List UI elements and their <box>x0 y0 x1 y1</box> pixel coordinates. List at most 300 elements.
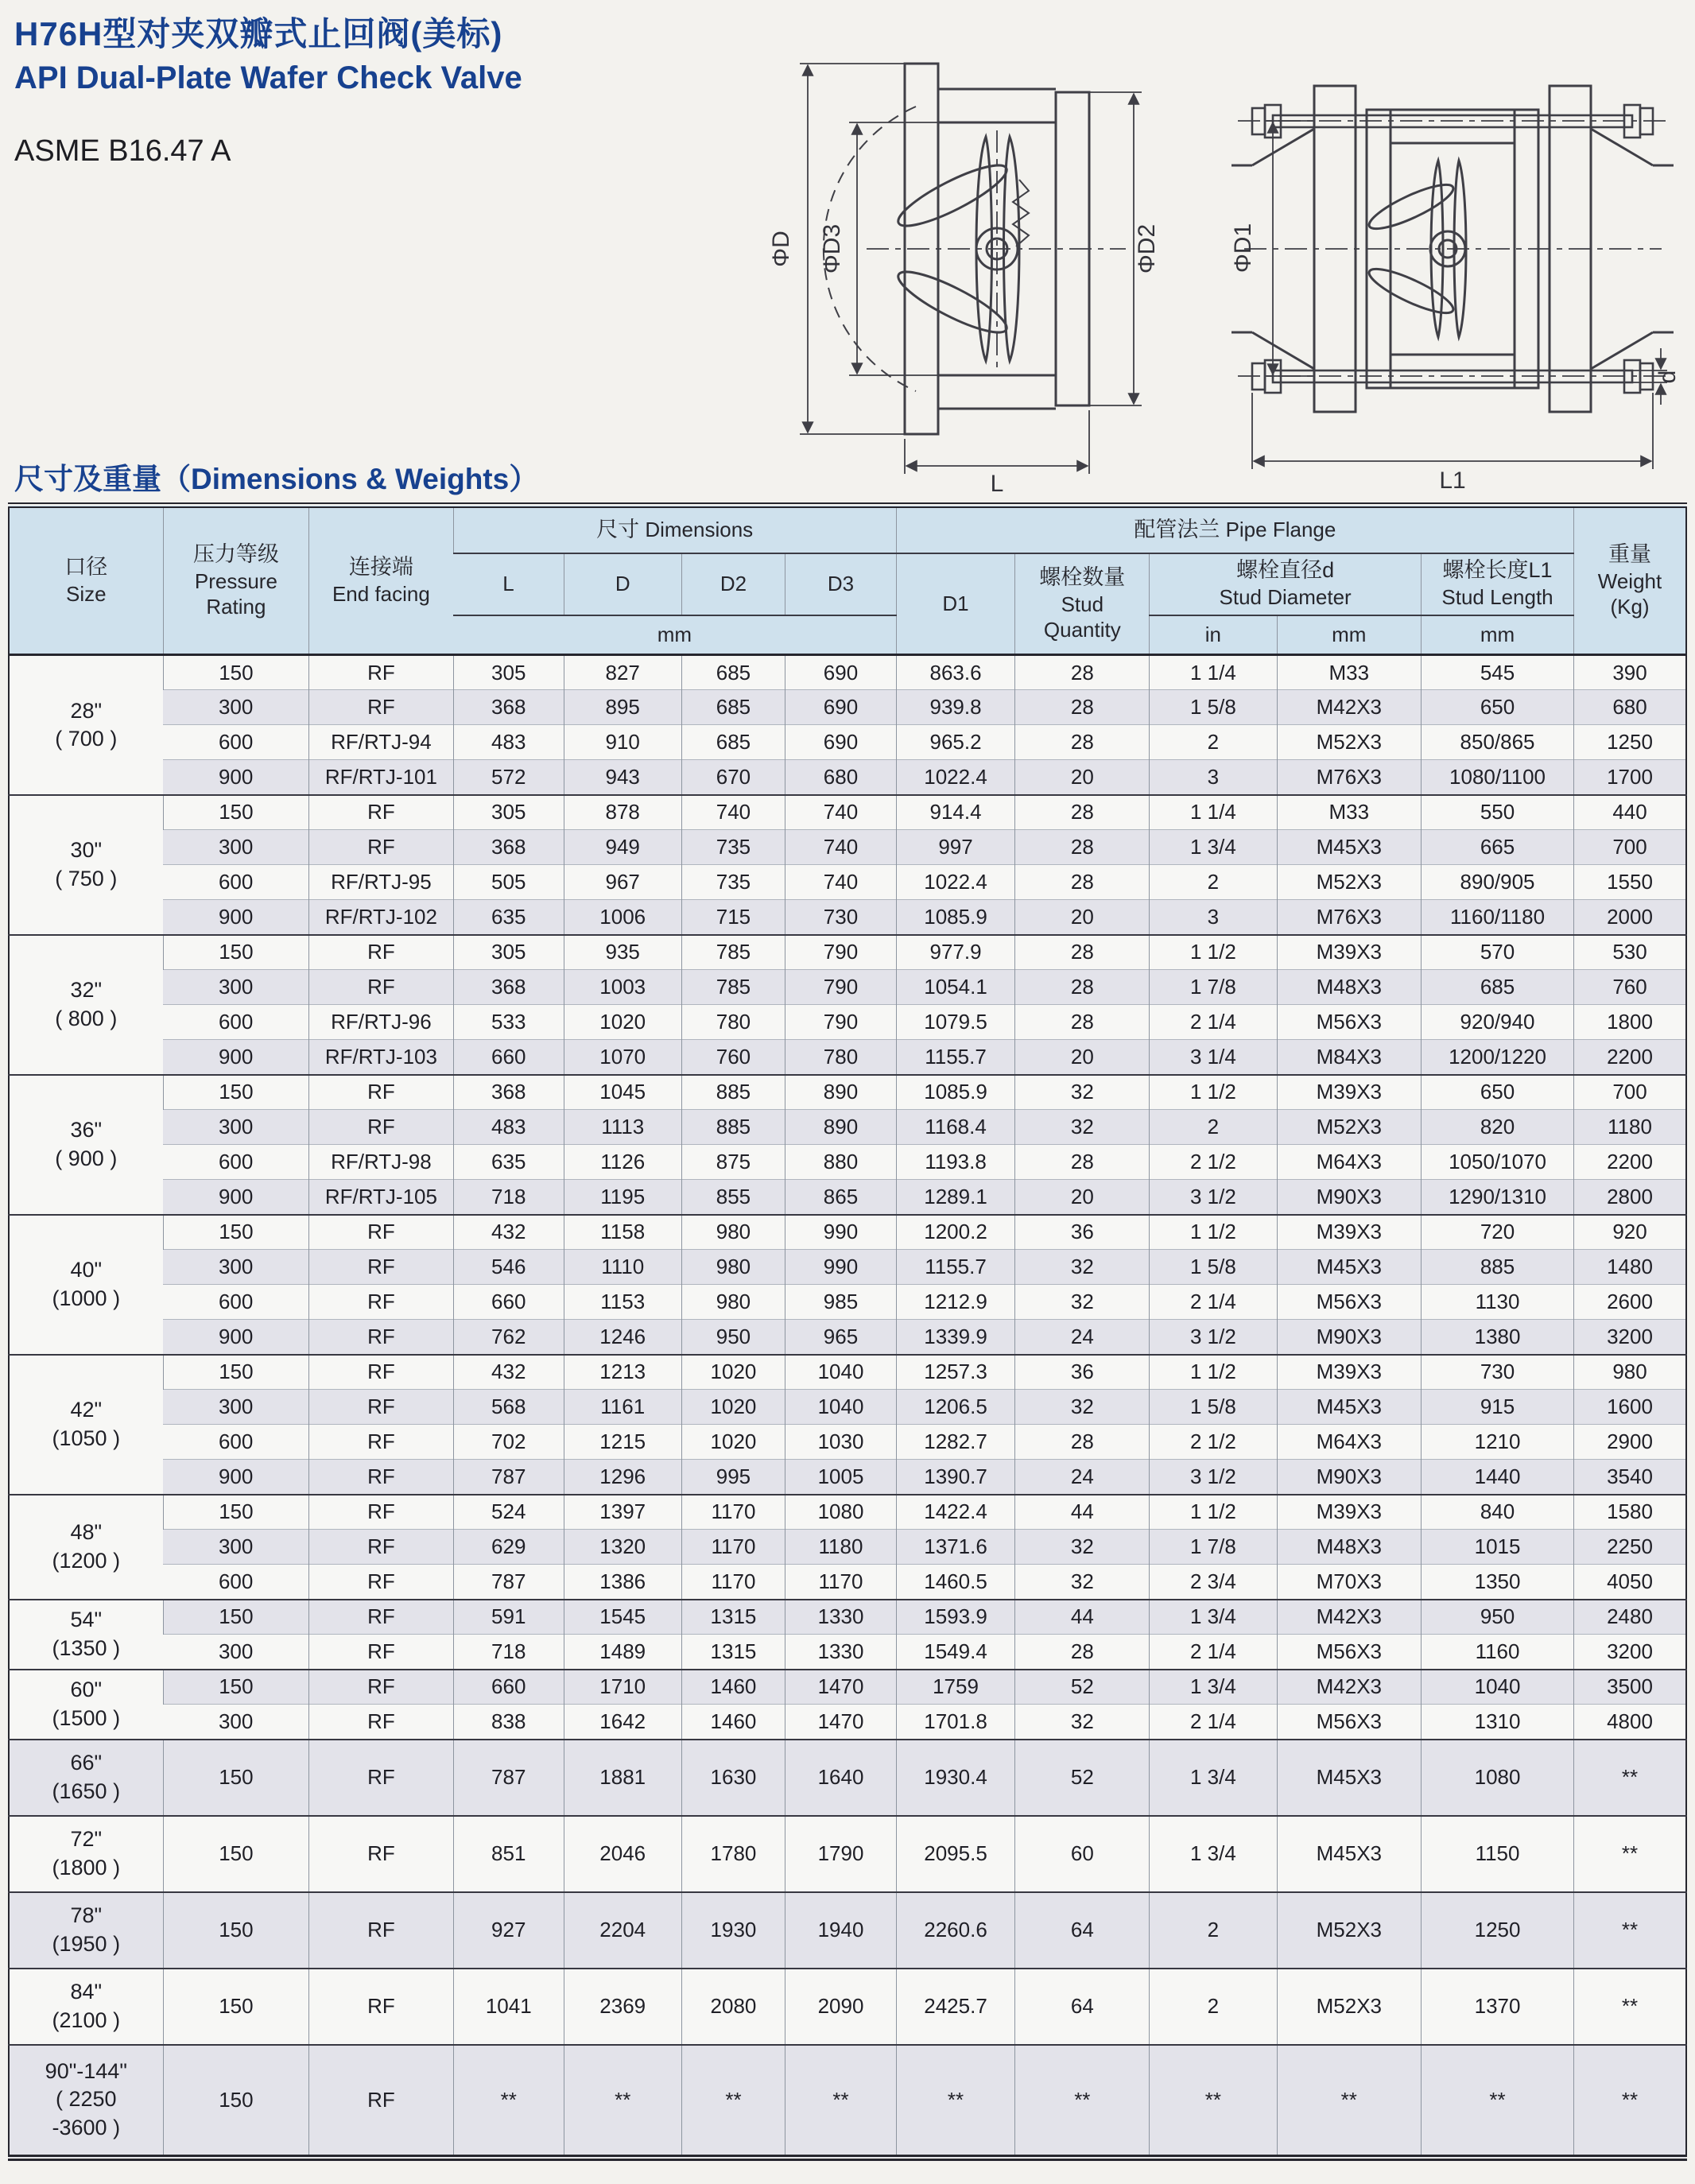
cell-D3: 865 <box>785 1180 896 1215</box>
cell-stud-dia-in: 1 1/2 <box>1150 1495 1277 1530</box>
cell-D3: 990 <box>785 1215 896 1250</box>
cell-D1: 1289.1 <box>896 1180 1015 1215</box>
cell-D1: 1193.8 <box>896 1145 1015 1180</box>
cell-stud-length: 1310 <box>1422 1705 1574 1740</box>
cell-weight: 1250 <box>1574 725 1686 760</box>
cell-pressure: 300 <box>163 1530 309 1565</box>
cell-D2: 1020 <box>681 1355 785 1390</box>
cell-weight: 530 <box>1574 935 1686 970</box>
cell-weight: 2000 <box>1574 900 1686 935</box>
cell-L: 368 <box>453 690 564 725</box>
unit-mm-dimensions: mm <box>453 615 896 655</box>
page-title-cn: H76H型对夹双瓣式止回阀(美标) <box>14 15 503 52</box>
cell-end-facing: RF <box>309 1816 453 1892</box>
cell-D1: 1257.3 <box>896 1355 1015 1390</box>
cell-weight: 1480 <box>1574 1250 1686 1285</box>
table-row <box>9 865 1686 900</box>
valve-spring <box>1013 180 1029 246</box>
cell-weight: 2200 <box>1574 1145 1686 1180</box>
cell-pressure: 150 <box>163 1495 309 1530</box>
cell-stud-dia-in: 2 1/4 <box>1150 1705 1277 1740</box>
cell-weight: 1180 <box>1574 1110 1686 1145</box>
size-cell: 78" (1950 ) <box>9 1892 163 1969</box>
cell-stud-dia-in: 2 <box>1150 1110 1277 1145</box>
cell-stud-dia-in: 3 <box>1150 900 1277 935</box>
cell-L: 762 <box>453 1320 564 1355</box>
cell-D: 895 <box>564 690 681 725</box>
cell-D: 1006 <box>564 900 681 935</box>
cell-stud-qty: 32 <box>1015 1705 1150 1740</box>
size-cell: 60" (1500 ) <box>9 1670 163 1740</box>
cell-stud-length: 1080 <box>1422 1740 1574 1816</box>
cell-stud-qty: 64 <box>1015 1892 1150 1969</box>
table-row <box>9 1600 1686 1635</box>
unit-mm-stud-diameter: mm <box>1277 615 1421 655</box>
size-cell: 72" (1800 ) <box>9 1816 163 1892</box>
cell-weight: 2480 <box>1574 1600 1686 1635</box>
cell-weight: 920 <box>1574 1215 1686 1250</box>
cell-weight: 3500 <box>1574 1670 1686 1705</box>
cell-pressure: 900 <box>163 1180 309 1215</box>
cell-weight: 4800 <box>1574 1705 1686 1740</box>
cell-D2: 685 <box>681 690 785 725</box>
cell-D2: 1315 <box>681 1635 785 1670</box>
cell-end-facing: RF <box>309 1495 453 1530</box>
cell-stud-dia-in: 1 1/2 <box>1150 1075 1277 1110</box>
cell-D2: 1460 <box>681 1705 785 1740</box>
cell-D3: 880 <box>785 1145 896 1180</box>
cell-D: 910 <box>564 725 681 760</box>
cell-weight: 3540 <box>1574 1460 1686 1495</box>
cell-stud-dia-in: 1 1/2 <box>1150 935 1277 970</box>
cell-D2: 1170 <box>681 1565 785 1600</box>
cell-stud-dia-in: 1 5/8 <box>1150 1250 1277 1285</box>
cell-D3: 1470 <box>785 1670 896 1705</box>
cell-D1: 1930.4 <box>896 1740 1015 1816</box>
cell-D3: 1470 <box>785 1705 896 1740</box>
cell-weight: 760 <box>1574 970 1686 1005</box>
cell-D: 1110 <box>564 1250 681 1285</box>
cell-D: 2369 <box>564 1969 681 2045</box>
cell-D3: 680 <box>785 760 896 795</box>
cell-stud-dia-mm: M42X3 <box>1277 1670 1421 1705</box>
dim-label-phiD3: ΦD3 <box>819 223 845 274</box>
table-row <box>9 935 1686 970</box>
table-row <box>9 1040 1686 1075</box>
cell-D1: 1022.4 <box>896 865 1015 900</box>
col-header-weight: 重量 Weight (Kg) <box>1574 506 1686 655</box>
cell-D2: 715 <box>681 900 785 935</box>
cell-D: 2046 <box>564 1816 681 1892</box>
cell-end-facing: RF/RTJ-102 <box>309 900 453 935</box>
cell-pressure: 300 <box>163 1390 309 1425</box>
dim-label-L1: L1 <box>1439 467 1466 494</box>
cell-stud-dia-mm: M56X3 <box>1277 1285 1421 1320</box>
cell-end-facing: RF <box>309 1110 453 1145</box>
cell-stud-dia-mm: M52X3 <box>1277 1969 1421 2045</box>
cell-weight: 980 <box>1574 1355 1686 1390</box>
cell-end-facing: RF <box>309 935 453 970</box>
cell-stud-dia-mm: M52X3 <box>1277 1892 1421 1969</box>
cell-end-facing: RF <box>309 970 453 1005</box>
cell-D: 1158 <box>564 1215 681 1250</box>
cell-stud-qty: 28 <box>1015 1005 1150 1040</box>
cell-weight: 2800 <box>1574 1180 1686 1215</box>
cell-L: 702 <box>453 1425 564 1460</box>
cell-stud-qty: 20 <box>1015 900 1150 935</box>
cell-stud-dia-in: ** <box>1150 2045 1277 2158</box>
cell-stud-dia-mm: M56X3 <box>1277 1635 1421 1670</box>
table-row <box>9 970 1686 1005</box>
size-cell: 48" (1200 ) <box>9 1495 163 1600</box>
cell-stud-dia-in: 3 1/2 <box>1150 1180 1277 1215</box>
cell-end-facing: RF/RTJ-98 <box>309 1145 453 1180</box>
cell-D: 1710 <box>564 1670 681 1705</box>
cell-stud-length: 1015 <box>1422 1530 1574 1565</box>
cell-D: 1642 <box>564 1705 681 1740</box>
cell-end-facing: RF <box>309 1705 453 1740</box>
size-cell: 42" (1050 ) <box>9 1355 163 1495</box>
cell-D3: 790 <box>785 935 896 970</box>
cell-end-facing: RF <box>309 1425 453 1460</box>
cell-end-facing: RF <box>309 1740 453 1816</box>
cell-D: 2204 <box>564 1892 681 1969</box>
cell-pressure: 150 <box>163 1816 309 1892</box>
cell-D1: 1054.1 <box>896 970 1015 1005</box>
cell-pressure: 300 <box>163 1250 309 1285</box>
cell-stud-qty: 44 <box>1015 1495 1150 1530</box>
cell-D2: 885 <box>681 1075 785 1110</box>
cell-stud-dia-in: 2 3/4 <box>1150 1565 1277 1600</box>
cell-D: 878 <box>564 795 681 830</box>
cell-weight: ** <box>1574 1816 1686 1892</box>
cell-stud-length: 1040 <box>1422 1670 1574 1705</box>
cell-L: 1041 <box>453 1969 564 2045</box>
cell-stud-dia-mm: M39X3 <box>1277 1075 1421 1110</box>
cell-D2: 740 <box>681 795 785 830</box>
table-row <box>9 1110 1686 1145</box>
valve-installed-drawing <box>1228 10 1683 496</box>
cell-D1: 965.2 <box>896 725 1015 760</box>
cell-weight: 390 <box>1574 655 1686 690</box>
cell-L: 787 <box>453 1565 564 1600</box>
cell-D1: 1206.5 <box>896 1390 1015 1425</box>
cell-stud-qty: 20 <box>1015 760 1150 795</box>
cell-D3: 965 <box>785 1320 896 1355</box>
cell-D2: 685 <box>681 725 785 760</box>
cell-stud-length: 1050/1070 <box>1422 1145 1574 1180</box>
cell-stud-dia-mm: M90X3 <box>1277 1460 1421 1495</box>
cell-L: 591 <box>453 1600 564 1635</box>
cell-D1: 914.4 <box>896 795 1015 830</box>
cell-stud-length: ** <box>1422 2045 1574 2158</box>
cell-pressure: 300 <box>163 830 309 865</box>
size-cell: 36" ( 900 ) <box>9 1075 163 1215</box>
table-row <box>9 1320 1686 1355</box>
table-row <box>9 1969 1686 2045</box>
cell-pressure: 600 <box>163 1565 309 1600</box>
cell-stud-qty: 44 <box>1015 1600 1150 1635</box>
size-cell: 30" ( 750 ) <box>9 795 163 935</box>
col-header-L: L <box>453 553 564 615</box>
cell-end-facing: RF <box>309 655 453 690</box>
cell-D1: 1390.7 <box>896 1460 1015 1495</box>
cell-stud-dia-mm: M56X3 <box>1277 1705 1421 1740</box>
cell-stud-dia-mm: M56X3 <box>1277 1005 1421 1040</box>
cell-D: 1489 <box>564 1635 681 1670</box>
cell-stud-qty: 28 <box>1015 865 1150 900</box>
page-title-en: API Dual-Plate Wafer Check Valve <box>14 60 522 95</box>
cell-pressure: 300 <box>163 970 309 1005</box>
cell-stud-length: 1290/1310 <box>1422 1180 1574 1215</box>
cell-stud-length: 1150 <box>1422 1816 1574 1892</box>
cell-weight: 440 <box>1574 795 1686 830</box>
cell-L: 635 <box>453 900 564 935</box>
table-row <box>9 1460 1686 1495</box>
cell-end-facing: RF <box>309 1635 453 1670</box>
cell-stud-dia-mm: M90X3 <box>1277 1320 1421 1355</box>
dim-label-d: d <box>1654 370 1681 384</box>
cell-end-facing: RF <box>309 1460 453 1495</box>
unit-in-stud-diameter: in <box>1150 615 1277 655</box>
cell-D1: 1759 <box>896 1670 1015 1705</box>
cell-D3: 780 <box>785 1040 896 1075</box>
cell-stud-dia-in: 1 1/4 <box>1150 795 1277 830</box>
cell-weight: 680 <box>1574 690 1686 725</box>
cell-D3: 990 <box>785 1250 896 1285</box>
cell-D: 1153 <box>564 1285 681 1320</box>
cell-weight: ** <box>1574 1892 1686 1969</box>
cell-stud-length: 950 <box>1422 1600 1574 1635</box>
cell-D: 1246 <box>564 1320 681 1355</box>
cell-D3: 740 <box>785 865 896 900</box>
cell-stud-qty: 28 <box>1015 655 1150 690</box>
cell-stud-qty: 28 <box>1015 690 1150 725</box>
cell-end-facing: RF <box>309 1285 453 1320</box>
col-header-stud-quantity: 螺栓数量 Stud Quantity <box>1015 553 1150 655</box>
cell-L: 432 <box>453 1215 564 1250</box>
cell-D2: 785 <box>681 935 785 970</box>
cell-end-facing: RF <box>309 1670 453 1705</box>
cell-stud-dia-mm: ** <box>1277 2045 1421 2158</box>
cell-L: 368 <box>453 830 564 865</box>
cell-stud-qty: 28 <box>1015 1145 1150 1180</box>
cell-end-facing: RF <box>309 1320 453 1355</box>
cell-stud-dia-in: 3 1/4 <box>1150 1040 1277 1075</box>
cell-stud-dia-in: 1 7/8 <box>1150 970 1277 1005</box>
unit-mm-stud-length: mm <box>1422 615 1574 655</box>
cell-D2: 760 <box>681 1040 785 1075</box>
cell-D3: 2090 <box>785 1969 896 2045</box>
cell-stud-dia-mm: M48X3 <box>1277 970 1421 1005</box>
cell-end-facing: RF/RTJ-94 <box>309 725 453 760</box>
cell-stud-length: 820 <box>1422 1110 1574 1145</box>
cell-stud-length: 1080/1100 <box>1422 760 1574 795</box>
cell-stud-dia-mm: M42X3 <box>1277 690 1421 725</box>
cell-L: 432 <box>453 1355 564 1390</box>
cell-D2: 885 <box>681 1110 785 1145</box>
cell-weight: 2900 <box>1574 1425 1686 1460</box>
cell-stud-dia-in: 2 <box>1150 725 1277 760</box>
dim-label-phiD: ΦD <box>768 231 794 267</box>
cell-stud-length: 850/865 <box>1422 725 1574 760</box>
cell-stud-dia-mm: M84X3 <box>1277 1040 1421 1075</box>
cell-stud-dia-in: 3 <box>1150 760 1277 795</box>
cell-D2: 1315 <box>681 1600 785 1635</box>
cell-D: 935 <box>564 935 681 970</box>
cell-D: 943 <box>564 760 681 795</box>
cell-D2: 670 <box>681 760 785 795</box>
cell-D1: 997 <box>896 830 1015 865</box>
cell-D1: 939.8 <box>896 690 1015 725</box>
cell-D1: 1212.9 <box>896 1285 1015 1320</box>
cell-stud-qty: ** <box>1015 2045 1150 2158</box>
table-row <box>9 900 1686 935</box>
cell-D2: 980 <box>681 1285 785 1320</box>
cell-stud-dia-in: 2 <box>1150 865 1277 900</box>
cell-stud-qty: 60 <box>1015 1816 1150 1892</box>
cell-stud-dia-mm: M33 <box>1277 795 1421 830</box>
centerlines <box>1238 121 1667 376</box>
cell-D: ** <box>564 2045 681 2158</box>
cell-stud-dia-in: 2 1/4 <box>1150 1285 1277 1320</box>
cell-stud-dia-in: 2 1/2 <box>1150 1425 1277 1460</box>
cell-D2: 855 <box>681 1180 785 1215</box>
cell-stud-dia-mm: M48X3 <box>1277 1530 1421 1565</box>
cell-stud-dia-in: 1 3/4 <box>1150 1670 1277 1705</box>
cell-D1: 1085.9 <box>896 900 1015 935</box>
cell-stud-dia-mm: M45X3 <box>1277 1390 1421 1425</box>
cell-end-facing: RF <box>309 1530 453 1565</box>
cell-stud-dia-mm: M33 <box>1277 655 1421 690</box>
dim-label-phiD1: ΦD1 <box>1230 223 1256 273</box>
cell-L: 305 <box>453 795 564 830</box>
cell-stud-qty: 52 <box>1015 1740 1150 1816</box>
cell-end-facing: RF <box>309 690 453 725</box>
cell-stud-length: 1130 <box>1422 1285 1574 1320</box>
valve-section-drawing <box>747 10 1177 496</box>
cell-stud-dia-mm: M52X3 <box>1277 725 1421 760</box>
table-row <box>9 655 1686 690</box>
size-cell: 66" (1650 ) <box>9 1740 163 1816</box>
cell-D1: 2260.6 <box>896 1892 1015 1969</box>
cell-end-facing: RF <box>309 1390 453 1425</box>
cell-D1: 1422.4 <box>896 1495 1015 1530</box>
section-title: 尺寸及重量（Dimensions & Weights） <box>14 463 539 495</box>
cell-D: 1215 <box>564 1425 681 1460</box>
cell-pressure: 600 <box>163 1145 309 1180</box>
cell-pressure: 150 <box>163 795 309 830</box>
size-cell: 32" ( 800 ) <box>9 935 163 1075</box>
cell-D2: 1630 <box>681 1740 785 1816</box>
cell-L: 787 <box>453 1740 564 1816</box>
cell-weight: 700 <box>1574 1075 1686 1110</box>
table-row <box>9 1425 1686 1460</box>
cell-L: 483 <box>453 1110 564 1145</box>
cell-end-facing: RF/RTJ-101 <box>309 760 453 795</box>
cell-D2: 875 <box>681 1145 785 1180</box>
cell-D2: 1020 <box>681 1390 785 1425</box>
cell-stud-dia-in: 2 1/2 <box>1150 1145 1277 1180</box>
cell-D3: 1005 <box>785 1460 896 1495</box>
cell-D3: 890 <box>785 1110 896 1145</box>
size-cell: 40" (1000 ) <box>9 1215 163 1355</box>
cell-end-facing: RF/RTJ-103 <box>309 1040 453 1075</box>
cell-D3: 985 <box>785 1285 896 1320</box>
cell-D1: 1079.5 <box>896 1005 1015 1040</box>
cell-end-facing: RF/RTJ-96 <box>309 1005 453 1040</box>
cell-stud-length: 570 <box>1422 935 1574 970</box>
cell-D3: 740 <box>785 830 896 865</box>
table-body <box>9 655 1686 2158</box>
cell-D: 1161 <box>564 1390 681 1425</box>
cell-D: 1545 <box>564 1600 681 1635</box>
table-row <box>9 1892 1686 1969</box>
cell-weight: 1700 <box>1574 760 1686 795</box>
cell-stud-qty: 32 <box>1015 1285 1150 1320</box>
cell-stud-dia-mm: M39X3 <box>1277 1355 1421 1390</box>
cell-stud-length: 1160 <box>1422 1635 1574 1670</box>
title-block <box>14 8 522 169</box>
cell-pressure: 300 <box>163 1705 309 1740</box>
cell-D2: 685 <box>681 655 785 690</box>
cell-stud-dia-mm: M76X3 <box>1277 760 1421 795</box>
table-row <box>9 1816 1686 1892</box>
cell-stud-dia-in: 2 1/4 <box>1150 1005 1277 1040</box>
cell-stud-qty: 28 <box>1015 725 1150 760</box>
cell-stud-dia-in: 1 3/4 <box>1150 1740 1277 1816</box>
cell-D1: 1701.8 <box>896 1705 1015 1740</box>
cell-D2: 1930 <box>681 1892 785 1969</box>
cell-pressure: 150 <box>163 1355 309 1390</box>
cell-stud-length: 1250 <box>1422 1892 1574 1969</box>
cell-D: 1126 <box>564 1145 681 1180</box>
cell-weight: 3200 <box>1574 1320 1686 1355</box>
dim-label-phiD2: ΦD2 <box>1134 223 1160 274</box>
cell-stud-length: 915 <box>1422 1390 1574 1425</box>
cell-D3: 1180 <box>785 1530 896 1565</box>
cell-D: 1320 <box>564 1530 681 1565</box>
cell-D: 1070 <box>564 1040 681 1075</box>
cell-D1: 1022.4 <box>896 760 1015 795</box>
cell-stud-length: 650 <box>1422 690 1574 725</box>
page-top <box>0 0 1695 502</box>
table-header <box>9 506 1686 655</box>
table-row <box>9 690 1686 725</box>
table-row <box>9 1565 1686 1600</box>
cell-stud-dia-in: 1 1/4 <box>1150 655 1277 690</box>
table-row <box>9 1705 1686 1740</box>
cell-D1: 1460.5 <box>896 1565 1015 1600</box>
cell-stud-length: 1350 <box>1422 1565 1574 1600</box>
cell-D1: 1339.9 <box>896 1320 1015 1355</box>
cell-end-facing: RF <box>309 830 453 865</box>
cell-end-facing: RF <box>309 1250 453 1285</box>
col-header-size: 口径 Size <box>9 506 163 655</box>
table-row <box>9 1740 1686 1816</box>
cell-stud-qty: 32 <box>1015 1390 1150 1425</box>
cell-D3: 730 <box>785 900 896 935</box>
cell-stud-qty: 20 <box>1015 1040 1150 1075</box>
cell-stud-length: 920/940 <box>1422 1005 1574 1040</box>
cell-L: 927 <box>453 1892 564 1969</box>
table-row <box>9 1215 1686 1250</box>
table-row <box>9 1075 1686 1110</box>
cell-L: 718 <box>453 1635 564 1670</box>
cell-D2: 780 <box>681 1005 785 1040</box>
cell-stud-qty: 28 <box>1015 935 1150 970</box>
cell-pressure: 900 <box>163 1040 309 1075</box>
